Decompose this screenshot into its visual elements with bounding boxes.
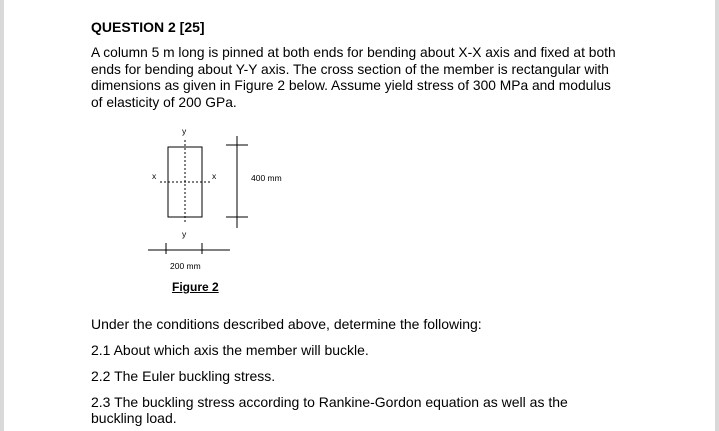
height-dimension-label: 400 mm	[251, 173, 282, 183]
figure-caption: Figure 2	[172, 280, 219, 294]
intro-line: of elasticity of 200 GPa.	[91, 94, 237, 110]
task-item: 2.1 About which axis the member will buckle.	[91, 342, 369, 358]
intro-line: A column 5 m long is pinned at both ends for bending about X-X axis and fixed at both	[91, 45, 616, 60]
tasks-intro: Under the conditions described above, determine the following:	[91, 316, 482, 332]
width-dimension-label: 200 mm	[170, 261, 201, 271]
page-left-border	[0, 0, 4, 431]
y-axis-label-top: y	[182, 126, 187, 136]
question-intro	[91, 45, 636, 111]
x-axis-label-right: x	[212, 171, 217, 181]
cross-section-drawing	[140, 120, 280, 290]
task-item: 2.2 The Euler buckling stress.	[91, 368, 276, 384]
cross-section-figure	[140, 120, 280, 290]
question-title: QUESTION 2 [25]	[91, 19, 205, 35]
y-axis-label-bottom: y	[182, 229, 187, 239]
intro-line: ends for bending about Y-Y axis. The cross section of the member is rectangular with	[91, 61, 609, 77]
x-axis-label-left: x	[152, 171, 157, 181]
task-item: 2.3 The buckling stress according to Rankine-Gordon equation as well as the	[91, 394, 568, 410]
task-item: buckling load.	[91, 410, 177, 426]
intro-line: dimensions as given in Figure 2 below. Assume yield stress of 300 MPa and modulus	[91, 78, 611, 94]
page-right-border	[715, 0, 719, 431]
